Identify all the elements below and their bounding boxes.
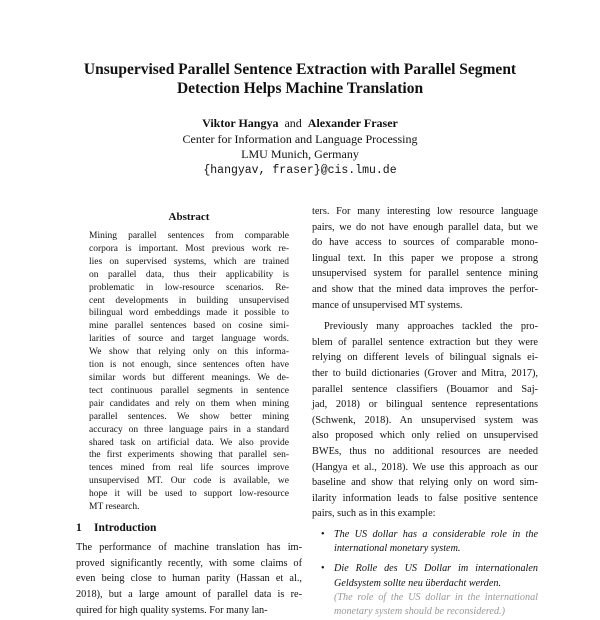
introduction-paragraph <box>76 540 302 618</box>
paragraph-line: blem of parallel sentence extraction but they were <box>312 336 538 348</box>
email: {hangyav, fraser}@cis.lmu.de <box>203 163 397 177</box>
author-names <box>0 116 600 132</box>
paragraph-line: ters. For many interesting low resource language <box>312 206 538 217</box>
paper-title <box>0 60 600 98</box>
paragraph-line: pairs, we do not have enough parallel data, but we <box>312 221 538 233</box>
intro-line: even being close to human parity (Hassan et al., <box>76 573 302 585</box>
abstract-line: accuracy on three language pairs in a standard <box>89 424 289 435</box>
abstract-line: problematic in low-resource scenarios. Re- <box>89 282 289 293</box>
paragraph-line: jad, 2018) or bilingual sentence representations <box>312 399 538 411</box>
abstract-line: pair candidates and rely on them when mining <box>89 398 289 409</box>
intro-line: proved significantly recently, with some claims of <box>76 557 302 569</box>
affiliation: Center for Information and Language Processing <box>182 131 418 146</box>
paragraph-line: do have access to sources of comparable mono- <box>312 237 538 249</box>
right-column <box>312 206 538 620</box>
example-german <box>312 562 538 619</box>
paragraph-line: parallel sentence classifiers (Bouamor and Saj- <box>312 383 538 395</box>
paragraph-line: lingual text. In this paper we propose a strong <box>312 252 538 264</box>
abstract-line: the first experiments showing that parallel sen- <box>89 450 289 461</box>
example-line: Die Rolle des US Dollar im internationalen <box>334 563 538 575</box>
paragraph-line: ilarity information leads to false positive sentence <box>312 492 538 504</box>
paragraph-line: Previously many approaches tackled the pro- <box>324 321 538 333</box>
paragraph-line: ther to build dictionaries (Grover and Mitra, 2017), <box>312 367 538 379</box>
abstract-line: mine parallel sentences based on cosine simi- <box>89 321 289 332</box>
paragraph-line: relying on different levels of bilingual signals ei- <box>312 352 538 364</box>
paragraph-line: BWEs, thus no additional resources are needed <box>312 445 538 457</box>
paragraph-line: (Schwenk, 2018). An unsupervised system was <box>312 414 538 426</box>
intro-line: 2018), but a large amount of parallel data is re- <box>76 589 302 601</box>
section-title: Introduction <box>94 521 157 534</box>
paragraph-line: baseline and show that relying only on word sim- <box>312 477 538 489</box>
section-heading-introduction <box>76 520 302 536</box>
author-1: Viktor Hangya <box>202 116 279 130</box>
abstract-line: hope it will be used to support low-resource <box>89 489 289 500</box>
abstract-line: unsupervised MT. Our code is available, we <box>89 476 289 487</box>
gloss-line: monetary system should be reconsidered.) <box>334 606 505 618</box>
example-line: Geldsystem sollte neu überdacht werden. <box>334 577 502 589</box>
abstract-line: parallel sentences. We show better mining <box>89 411 289 422</box>
intro-line: quired for high quality systems. For many lan- <box>76 604 268 616</box>
title-line-2: Detection Helps Machine Translation <box>176 80 424 97</box>
example-line: The US dollar has a considerable role in the <box>334 528 538 540</box>
paragraph-2 <box>312 319 538 522</box>
abstract-line: Mining parallel sentences from comparable <box>89 231 289 241</box>
title-line-1: Unsupervised Parallel Sentence Extraction with Parallel Segment <box>83 61 517 78</box>
example-line: international monetary system. <box>334 543 461 555</box>
abstract-line: tion is not enough, since sentences often have <box>89 360 289 371</box>
abstract-line: MT research. <box>89 502 140 513</box>
example-gloss <box>334 591 538 620</box>
section-number: 1 <box>76 521 82 534</box>
example-english <box>312 528 538 557</box>
abstract-line: cent developments in building unsupervised <box>89 295 289 306</box>
paragraph-1 <box>312 204 538 313</box>
paragraph-line: mance of unsupervised MT systems. <box>312 299 463 311</box>
abstract-line: We show that relying only on this informa- <box>89 347 289 358</box>
abstract-line: tences mined from real life sources improve <box>89 463 289 474</box>
bullet: • <box>321 528 325 540</box>
author-block <box>0 116 600 178</box>
paragraph-line: and show that the mined data improves the perfor- <box>312 283 538 295</box>
abstract-line: similar words but different meanings. We de- <box>89 372 289 383</box>
abstract-line: shared task on artificial data. We also provide <box>89 437 289 448</box>
paragraph-line: unsupervised system for parallel sentence mining <box>312 268 538 280</box>
author-2: Alexander Fraser <box>307 116 398 130</box>
abstract-line: lies on supervised systems, which are trained <box>89 256 289 267</box>
author-conj: and <box>284 116 302 130</box>
bullet: • <box>321 563 325 575</box>
location: LMU Munich, Germany <box>241 147 359 161</box>
abstract-line: larities of source and target language words. <box>89 334 289 345</box>
paragraph-line: (Hangya et al., 2018). We use this approach as our <box>312 461 538 473</box>
abstract-heading: Abstract <box>168 211 210 223</box>
abstract-line: corpora is important. Most previous work re- <box>89 243 289 254</box>
intro-line: The performance of machine translation has im- <box>76 542 302 554</box>
abstract-line: on parallel data, thus their applicability is <box>89 269 289 280</box>
left-column <box>76 210 302 618</box>
abstract-line: tect continuous parallel segments in sentence <box>89 385 289 396</box>
paragraph-line: pairs, such as in this example: <box>312 508 436 520</box>
gloss-line: (The role of the US dollar in the international <box>334 592 538 604</box>
abstract-body <box>76 230 302 514</box>
paragraph-line: also proposed which only relied on unsupervised <box>312 430 538 442</box>
abstract-line: bilingual word embeddings made it possible to <box>89 308 289 319</box>
